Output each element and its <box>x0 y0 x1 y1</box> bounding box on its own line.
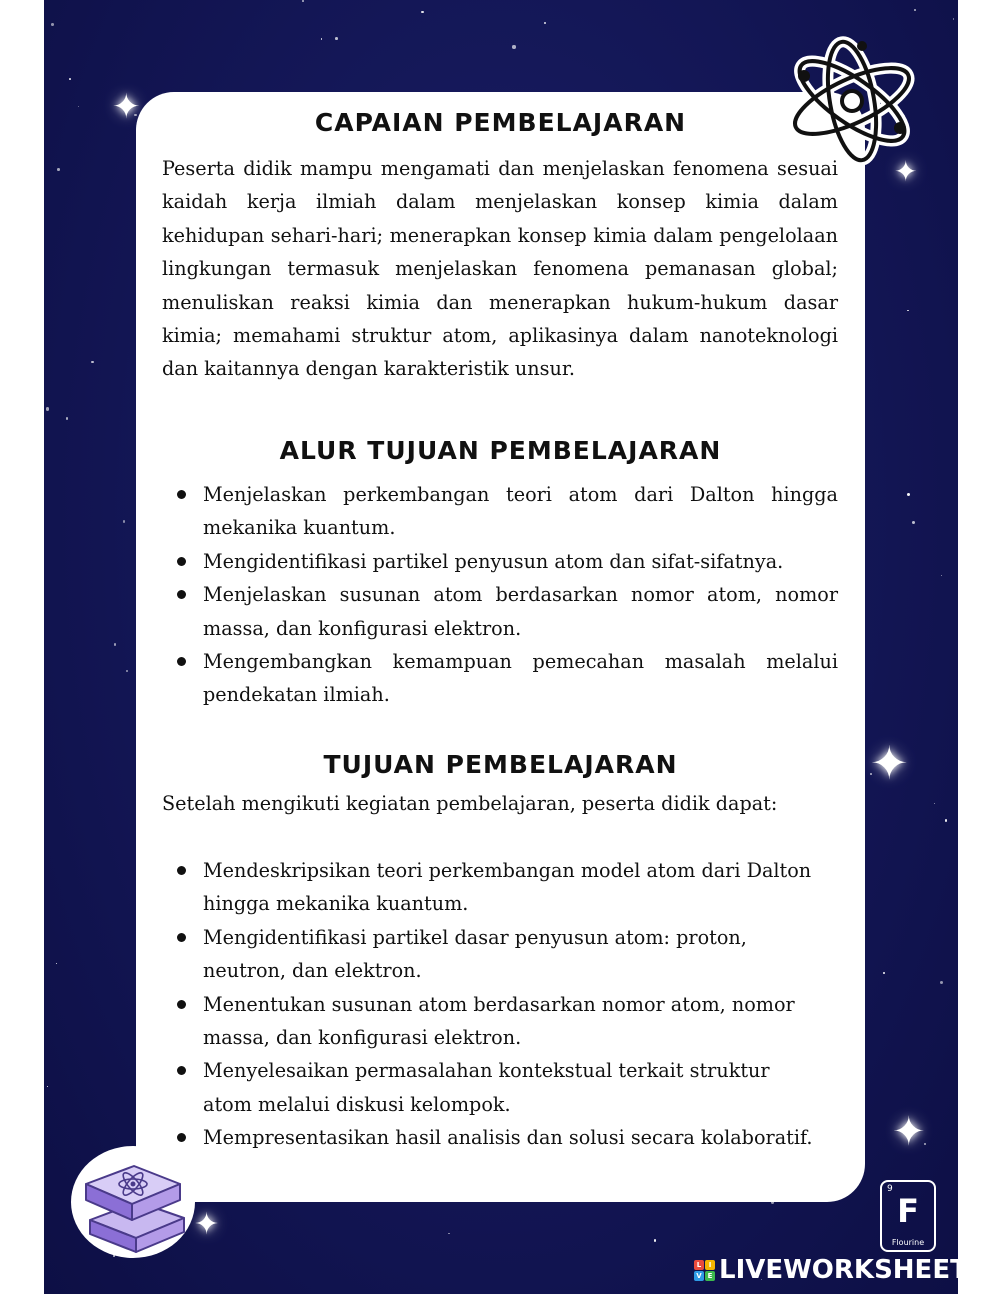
atom-icon <box>782 36 922 166</box>
sparkle-star-icon: ✦ <box>892 1109 926 1155</box>
star-dot <box>126 670 128 672</box>
tujuan-intro: Setelah mengikuti kegiatan pembelajaran, peserta didik dapat: <box>162 792 778 815</box>
element-tile <box>880 1180 936 1252</box>
tujuan-list <box>162 854 822 1155</box>
list-item: Mengidentifikasi partikel dasar penyusun atom: proton, neutron, dan elektron. <box>162 921 822 988</box>
star-dot <box>335 37 338 40</box>
list-item: Menjelaskan susunan atom berdasarkan nomor atom, nomor massa, dan konfigurasi elektron. <box>162 578 838 645</box>
star-dot <box>302 0 304 2</box>
list-item: Menyelesaikan permasalahan kontekstual terkait struktur atom melalui diskusi kelompok. <box>162 1054 822 1121</box>
list-item: Menentukan susunan atom berdasarkan nomor atom, nomor massa, dan konfigurasi elektron. <box>162 988 822 1055</box>
sparkle-star-icon: ✦ <box>870 736 909 790</box>
list-item: Menjelaskan perkembangan teori atom dari Dalton hingga mekanika kuantum. <box>162 478 838 545</box>
sparkle-star-icon: ✦ <box>194 1207 220 1242</box>
list-item: Mempresentasikan hasil analisis dan solusi secara kolaboratif. <box>162 1121 822 1154</box>
star-dot <box>654 1239 656 1241</box>
content-card <box>136 92 865 1202</box>
star-dot <box>907 493 910 496</box>
sparkle-star-icon: ✦ <box>112 87 141 127</box>
liveworksheets-logo-icon: L I V E <box>694 1260 715 1281</box>
star-dot <box>448 1233 449 1234</box>
star-dot <box>51 23 54 26</box>
star-dot <box>91 361 93 363</box>
star-dot <box>940 981 943 984</box>
capaian-title: CAPAIAN PEMBELAJARAN <box>314 108 687 137</box>
star-dot <box>512 45 515 48</box>
tujuan-title: TUJUAN PEMBELAJARAN <box>323 750 678 779</box>
star-dot <box>66 417 68 419</box>
star-dot <box>945 819 947 821</box>
star-dot <box>953 18 955 20</box>
element-number: 9 <box>887 1184 893 1194</box>
alur-list <box>162 478 838 712</box>
star-dot <box>907 310 909 312</box>
star-dot <box>934 803 935 804</box>
star-dot <box>47 1086 48 1087</box>
element-symbol: F <box>897 1192 919 1230</box>
sparkle-star-icon: ✦ <box>894 155 918 188</box>
star-dot <box>912 521 915 524</box>
star-dot <box>69 78 71 80</box>
star-dot <box>914 9 916 11</box>
list-item: Mendeskripsikan teori perkembangan model atom dari Dalton hingga mekanika kuantum. <box>162 854 822 921</box>
alur-title: ALUR TUJUAN PEMBELAJARAN <box>279 436 722 465</box>
star-dot <box>46 407 49 410</box>
capaian-paragraph: Peserta didik mampu mengamati dan menjelaskan fenomena sesuai kaidah kerja ilmiah dalam menjelaskan konsep kimia dalam kehidupan sehari-hari; menerapkan konsep kimia dalam pengelolaan lingkungan termasuk menjelaskan fenomena pemanasan global; menuliskan reaksi kimia dan menerapkan hukum-hukum dasar kimia; memahami struktur atom, aplikasinya dalam nanoteknologi dan kaitannya dengan karakteristik unsur. <box>162 157 838 381</box>
books-icon <box>68 1140 198 1260</box>
star-dot <box>123 520 126 523</box>
star-dot <box>544 22 546 24</box>
star-dot <box>57 168 60 171</box>
list-item: Mengidentifikasi partikel penyusun atom dan sifat-sifatnya. <box>162 545 838 578</box>
star-dot <box>114 643 117 646</box>
watermark-text: LIVEWORKSHEETS <box>719 1255 987 1285</box>
list-item: Mengembangkan kemampuan pemecahan masalah melalui pendekatan ilmiah. <box>162 645 838 712</box>
element-name: Flourine <box>891 1238 925 1247</box>
liveworksheets-watermark[interactable] <box>694 1254 987 1286</box>
star-dot <box>321 38 322 39</box>
star-dot <box>883 972 885 974</box>
star-dot <box>56 963 57 964</box>
star-dot <box>421 11 423 13</box>
star-dot <box>941 575 942 576</box>
star-dot <box>78 106 79 107</box>
